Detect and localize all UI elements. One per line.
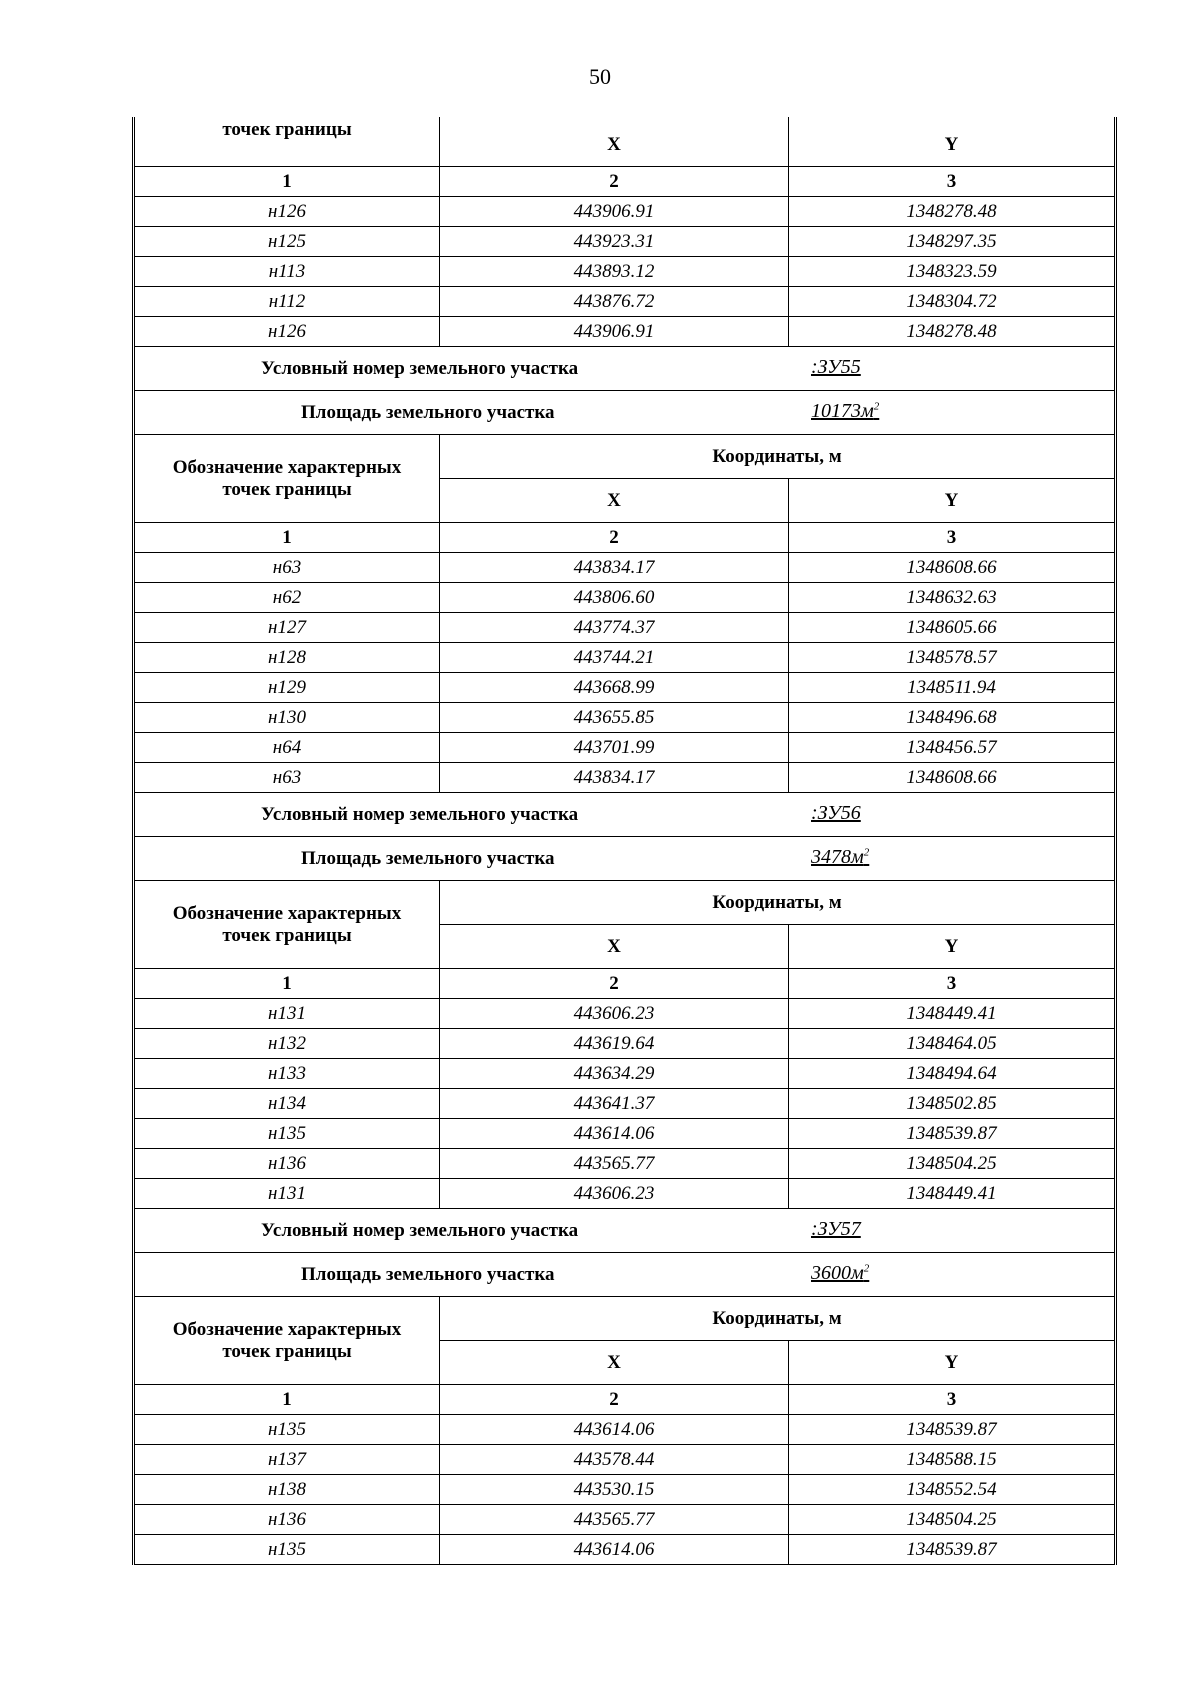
point-label-line2: точек границы (222, 478, 352, 500)
table-row (134, 1415, 1116, 1445)
table-row (134, 1119, 1116, 1149)
y-header: Y (789, 1341, 1116, 1385)
point-id: н137 (134, 1445, 440, 1475)
x-coordinate: 443614.06 (440, 1415, 789, 1445)
table-header-row (134, 1297, 1116, 1341)
y-coordinate: 1348297.35 (789, 227, 1116, 257)
plot-number-value: :ЗУ56 (811, 802, 861, 824)
coordinates-header: Координаты, м (440, 1297, 1116, 1341)
y-coordinate: 1348539.87 (789, 1535, 1116, 1565)
point-id: н63 (134, 763, 440, 793)
column-number-row (134, 167, 1116, 197)
column-number: 1 (134, 969, 440, 999)
plot-area-row (134, 837, 1116, 881)
column-number: 1 (134, 1385, 440, 1415)
point-id: н126 (134, 197, 440, 227)
y-header: Y (789, 117, 1116, 167)
coordinates-header: Координаты, м (440, 435, 1116, 479)
point-id: н126 (134, 317, 440, 347)
column-number: 2 (440, 969, 789, 999)
x-header: X (440, 479, 789, 523)
y-coordinate: 1348323.59 (789, 257, 1116, 287)
point-label-line2: точек границы (222, 924, 352, 946)
x-coordinate: 443906.91 (440, 197, 789, 227)
point-id: н62 (134, 583, 440, 613)
x-coordinate: 443614.06 (440, 1119, 789, 1149)
y-coordinate: 1348608.66 (789, 763, 1116, 793)
column-number: 2 (440, 523, 789, 553)
point-label-header (134, 881, 440, 969)
y-coordinate: 1348278.48 (789, 197, 1116, 227)
point-label-line1: Обозначение характерных (172, 456, 402, 478)
y-coordinate: 1348608.66 (789, 553, 1116, 583)
y-coordinate: 1348304.72 (789, 287, 1116, 317)
y-header: Y (789, 479, 1116, 523)
page-number: 50 (589, 64, 611, 89)
table-row (134, 1475, 1116, 1505)
coordinates-table (132, 117, 1117, 1565)
table-row (134, 673, 1116, 703)
point-id: н64 (134, 733, 440, 763)
plot-number-inner (135, 347, 1114, 390)
table-row (134, 1029, 1116, 1059)
table-row (134, 1179, 1116, 1209)
plot-number-cell (134, 793, 1116, 837)
column-number: 3 (789, 523, 1116, 553)
point-id: н129 (134, 673, 440, 703)
area-number: 3600м (811, 1262, 864, 1284)
point-label-line1: Обозначение характерных (172, 902, 402, 924)
plot-number-inner (135, 793, 1114, 836)
plot-number-row (134, 347, 1116, 391)
x-coordinate: 443530.15 (440, 1475, 789, 1505)
point-id: н134 (134, 1089, 440, 1119)
point-label-header: точек границы (134, 117, 440, 167)
table-row (134, 227, 1116, 257)
x-coordinate: 443578.44 (440, 1445, 789, 1475)
table-row (134, 1445, 1116, 1475)
x-coordinate: 443906.91 (440, 317, 789, 347)
table-row (134, 1505, 1116, 1535)
point-id: н132 (134, 1029, 440, 1059)
x-coordinate: 443655.85 (440, 703, 789, 733)
y-coordinate: 1348464.05 (789, 1029, 1116, 1059)
point-id: н128 (134, 643, 440, 673)
column-number: 2 (440, 167, 789, 197)
table-header-row (134, 435, 1116, 479)
y-coordinate: 1348605.66 (789, 613, 1116, 643)
plot-number-value: :ЗУ57 (811, 1218, 861, 1240)
y-coordinate: 1348449.41 (789, 1179, 1116, 1209)
x-coordinate: 443606.23 (440, 999, 789, 1029)
table-row (134, 583, 1116, 613)
table-header-row (134, 881, 1116, 925)
column-number: 2 (440, 1385, 789, 1415)
y-coordinate: 1348588.15 (789, 1445, 1116, 1475)
table-row (134, 1089, 1116, 1119)
plot-area-inner (135, 391, 1114, 434)
y-coordinate: 1348449.41 (789, 999, 1116, 1029)
point-label-line2: точек границы (222, 1340, 352, 1362)
table-row (134, 287, 1116, 317)
area-number: 3478м (811, 846, 864, 868)
x-coordinate: 443834.17 (440, 553, 789, 583)
table-row (134, 999, 1116, 1029)
plot-number-label: Условный номер земельного участка (261, 804, 579, 825)
x-coordinate: 443774.37 (440, 613, 789, 643)
coordinates-header: Координаты, м (440, 881, 1116, 925)
plot-area-cell (134, 391, 1116, 435)
point-id: н135 (134, 1415, 440, 1445)
table-row (134, 1535, 1116, 1565)
y-coordinate: 1348502.85 (789, 1089, 1116, 1119)
y-header: Y (789, 925, 1116, 969)
point-id: н130 (134, 703, 440, 733)
plot-number-cell (134, 347, 1116, 391)
table-row (134, 643, 1116, 673)
column-number: 1 (134, 523, 440, 553)
plot-area-row (134, 1253, 1116, 1297)
plot-area-row (134, 391, 1116, 435)
table-row (134, 553, 1116, 583)
plot-area-label: Площадь земельного участка (301, 402, 555, 423)
x-coordinate: 443876.72 (440, 287, 789, 317)
column-number: 3 (789, 969, 1116, 999)
y-coordinate: 1348511.94 (789, 673, 1116, 703)
y-coordinate: 1348504.25 (789, 1505, 1116, 1535)
column-number-row (134, 1385, 1116, 1415)
point-id: н136 (134, 1149, 440, 1179)
continued-header-row (134, 117, 1116, 167)
x-coordinate: 443634.29 (440, 1059, 789, 1089)
point-id: н112 (134, 287, 440, 317)
plot-number-row (134, 1209, 1116, 1253)
table-row (134, 733, 1116, 763)
point-id: н138 (134, 1475, 440, 1505)
area-exponent: 2 (873, 400, 880, 413)
area-exponent: 2 (863, 1262, 870, 1275)
plot-number-value: :ЗУ55 (811, 356, 861, 378)
y-coordinate: 1348552.54 (789, 1475, 1116, 1505)
x-coordinate: 443606.23 (440, 1179, 789, 1209)
plot-area-label: Площадь земельного участка (301, 848, 555, 869)
x-coordinate: 443834.17 (440, 763, 789, 793)
plot-area-label: Площадь земельного участка (301, 1264, 555, 1285)
column-number-row (134, 969, 1116, 999)
y-coordinate: 1348539.87 (789, 1119, 1116, 1149)
point-label-header (134, 1297, 440, 1385)
y-coordinate: 1348494.64 (789, 1059, 1116, 1089)
y-coordinate: 1348632.63 (789, 583, 1116, 613)
x-coordinate: 443701.99 (440, 733, 789, 763)
y-coordinate: 1348539.87 (789, 1415, 1116, 1445)
x-coordinate: 443619.64 (440, 1029, 789, 1059)
point-id: н135 (134, 1119, 440, 1149)
y-coordinate: 1348278.48 (789, 317, 1116, 347)
point-label-line1: Обозначение характерных (172, 1318, 402, 1340)
x-coordinate: 443614.06 (440, 1535, 789, 1565)
table-row (134, 1149, 1116, 1179)
table-row (134, 317, 1116, 347)
point-id: н131 (134, 999, 440, 1029)
x-coordinate: 443565.77 (440, 1149, 789, 1179)
plot-number-cell (134, 1209, 1116, 1253)
y-coordinate: 1348456.57 (789, 733, 1116, 763)
x-coordinate: 443923.31 (440, 227, 789, 257)
table-row (134, 703, 1116, 733)
point-id: н63 (134, 553, 440, 583)
table-row (134, 763, 1116, 793)
y-coordinate: 1348578.57 (789, 643, 1116, 673)
column-number: 1 (134, 167, 440, 197)
plot-area-inner (135, 1253, 1114, 1296)
x-header: X (440, 117, 789, 167)
plot-area-value (811, 1262, 869, 1285)
point-id: н136 (134, 1505, 440, 1535)
plot-area-cell (134, 837, 1116, 881)
y-coordinate: 1348504.25 (789, 1149, 1116, 1179)
point-id: н133 (134, 1059, 440, 1089)
plot-area-value (811, 400, 879, 423)
x-coordinate: 443565.77 (440, 1505, 789, 1535)
point-label-header (134, 435, 440, 523)
x-coordinate: 443641.37 (440, 1089, 789, 1119)
y-coordinate: 1348496.68 (789, 703, 1116, 733)
table-row (134, 1059, 1116, 1089)
table-row (134, 197, 1116, 227)
point-id: н125 (134, 227, 440, 257)
point-id: н113 (134, 257, 440, 287)
plot-number-row (134, 793, 1116, 837)
point-id: н127 (134, 613, 440, 643)
x-coordinate: 443893.12 (440, 257, 789, 287)
column-number-row (134, 523, 1116, 553)
plot-area-inner (135, 837, 1114, 880)
plot-area-cell (134, 1253, 1116, 1297)
column-number: 3 (789, 167, 1116, 197)
plot-number-label: Условный номер земельного участка (261, 358, 579, 379)
point-id: н135 (134, 1535, 440, 1565)
area-exponent: 2 (863, 846, 870, 859)
column-number: 3 (789, 1385, 1116, 1415)
table-row (134, 257, 1116, 287)
plot-area-value (811, 846, 869, 869)
point-id: н131 (134, 1179, 440, 1209)
x-header: X (440, 925, 789, 969)
x-header: X (440, 1341, 789, 1385)
table-row (134, 613, 1116, 643)
area-number: 10173м (811, 400, 874, 422)
x-coordinate: 443806.60 (440, 583, 789, 613)
x-coordinate: 443668.99 (440, 673, 789, 703)
plot-number-label: Условный номер земельного участка (261, 1220, 579, 1241)
x-coordinate: 443744.21 (440, 643, 789, 673)
plot-number-inner (135, 1209, 1114, 1252)
